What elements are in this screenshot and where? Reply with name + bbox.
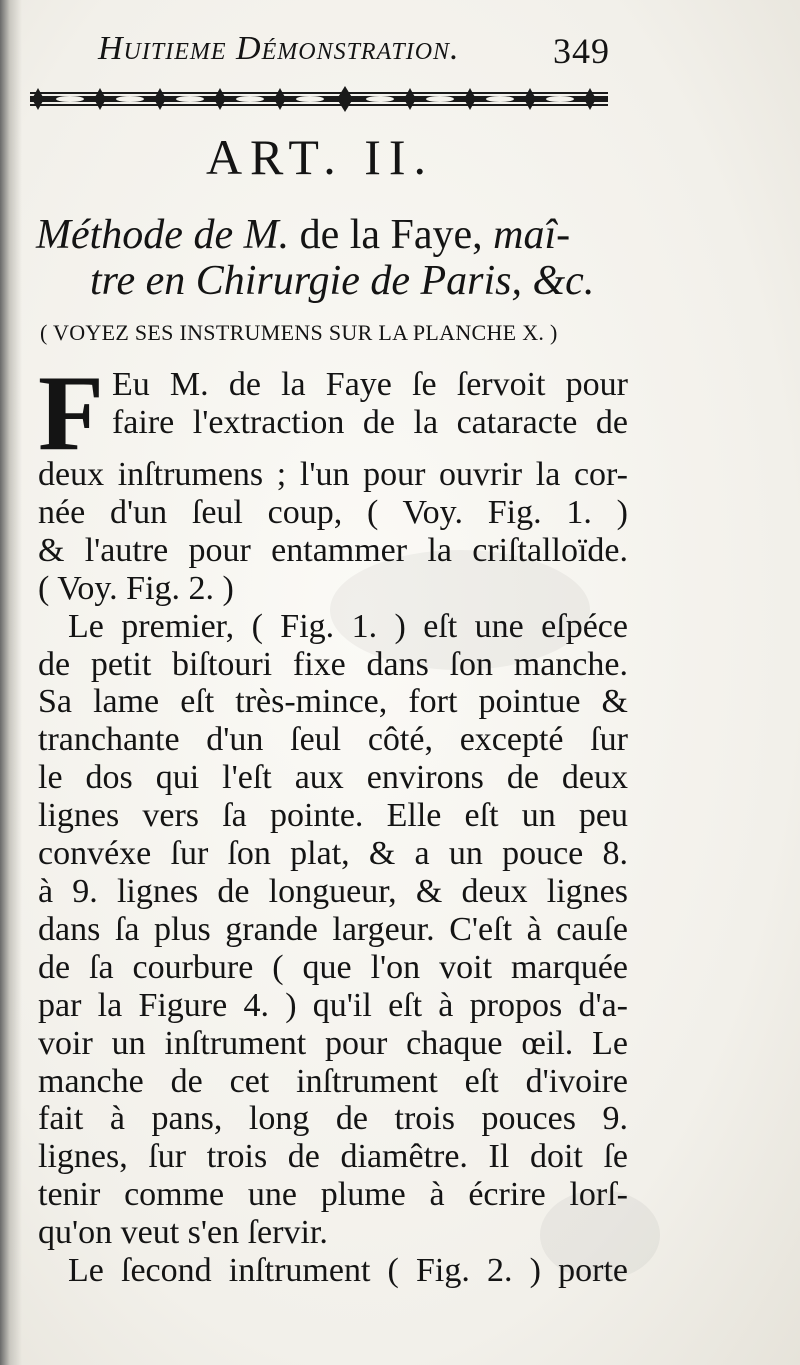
body-text xyxy=(38,354,628,1290)
subtitle-part-maitre: maî- xyxy=(493,212,571,258)
text-line: le dos qui l'eſt aux environs de deux xyxy=(38,759,628,797)
text-line: Le premier, ( Fig. 1. ) eſt une eſpéce xyxy=(68,607,628,645)
text-line: & l'autre pour entammer la criſtalloïde. xyxy=(38,531,628,569)
subtitle-part-methode: Méthode de M. xyxy=(36,212,290,258)
running-title: Huitieme Démonstration. xyxy=(98,30,460,67)
decorative-rule-ornament xyxy=(30,84,608,114)
text-line: dans ſa plus grande largeur. C'eſt à cauſe xyxy=(38,910,628,948)
planche-reference: ( VOYEZ SES INSTRUMENS SUR LA PLANCHE X. ) xyxy=(40,320,558,345)
text-line: fait à pans, long de trois pouces 9. xyxy=(38,1100,628,1138)
text-line: convéxe ſur ſon plat, & a un pouce 8. xyxy=(38,835,628,873)
text-line: née d'un ſeul coup, ( Voy. Fig. 1. ) xyxy=(38,493,628,531)
text-line: deux inſtrumens ; l'un pour ouvrir la cor- xyxy=(38,456,628,493)
binding-shadow xyxy=(0,0,22,1365)
text-line: tranchante d'un ſeul côté, excepté ſur xyxy=(38,721,628,759)
text-line: Sa lame eſt très-mince, fort pointue & xyxy=(38,683,628,721)
text-line: lignes, ſur trois de diamêtre. Il doit ſe xyxy=(38,1138,628,1176)
text-line: Eu M. de la Faye ſe ſervoit pour xyxy=(111,366,628,403)
paragraph-1 xyxy=(38,354,628,608)
subtitle-part-name: de la Faye, xyxy=(289,212,494,258)
text-line: Le ſecond inſtrument ( Fig. 2. ) porte xyxy=(68,1252,628,1290)
paragraph-3 xyxy=(38,1252,628,1290)
text-line: qu'on veut s'en ſervir. xyxy=(38,1214,328,1252)
text-line: faire l'extraction de la cataracte de xyxy=(111,403,628,441)
subtitle-line-2: tre en Chirurgie de Paris, &c. xyxy=(90,258,595,304)
subtitle-line-1 xyxy=(30,212,630,258)
article-number: ART. II. xyxy=(205,129,435,185)
paragraph-2 xyxy=(38,608,628,1252)
drop-cap: F xyxy=(38,354,104,473)
page-number: 349 xyxy=(553,31,610,71)
running-header xyxy=(98,26,618,74)
text-line: ( Voy. Fig. 2. ) xyxy=(38,569,234,607)
text-line: de petit biſtouri fixe dans ſon manche. xyxy=(38,645,628,683)
text-line: par la Figure 4. ) qu'il eſt à propos d'a- xyxy=(38,986,628,1024)
text-line: voir un inſtrument pour chaque œil. Le xyxy=(38,1024,628,1062)
text-line: lignes vers ſa pointe. Elle eſt un peu xyxy=(38,797,628,835)
article-subtitle xyxy=(30,212,630,304)
text-line: manche de cet inſtrument eſt d'ivoire xyxy=(38,1062,628,1100)
text-line: à 9. lignes de longueur, & deux lignes xyxy=(38,872,628,910)
text-line: tenir comme une plume à écrire lorſ- xyxy=(38,1176,628,1214)
text-line: de ſa courbure ( que l'on voit marquée xyxy=(38,948,628,986)
